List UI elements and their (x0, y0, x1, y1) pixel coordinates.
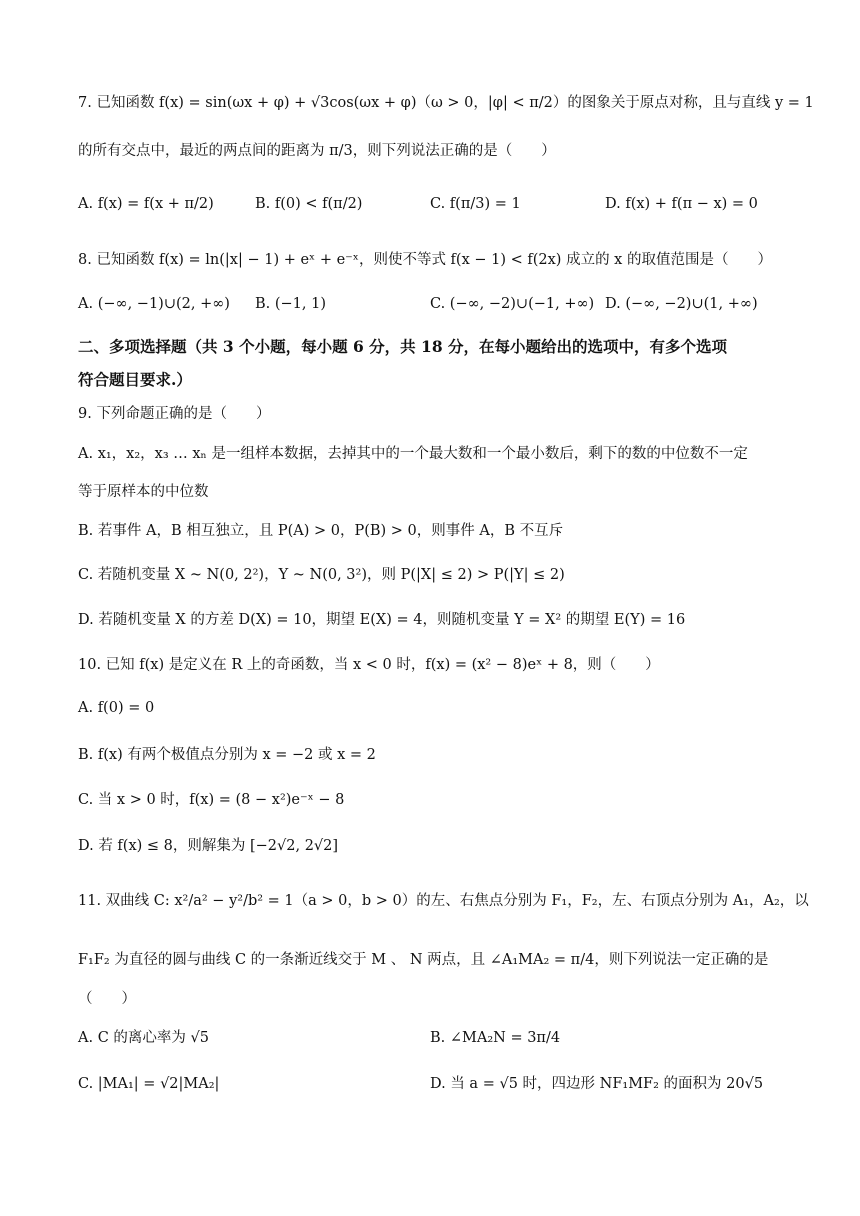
q8-option-d: D. (−∞, −2)∪(1, +∞) (605, 296, 758, 312)
q9-option-c: C. 若随机变量 X ~ N(0, 2²)，Y ~ N(0, 3²)，则 P(|X| ≤ 2) > P(|Y| ≤ 2) (78, 567, 565, 583)
q11-option-a: A. C 的离心率为 √5 (78, 1030, 209, 1046)
q7-option-c: C. f(π/3) = 1 (430, 196, 521, 212)
q9-option-a-line1: A. x₁，x₂，x₃ … xₙ 是一组样本数据，去掉其中的一个最大数和一个最小数后，剩下的数的中位数不一定 (78, 446, 748, 462)
q10-option-d: D. 若 f(x) ≤ 8，则解集为 [−2√2, 2√2] (78, 838, 339, 854)
q10-option-b: B. f(x) 有两个极值点分别为 x = −2 或 x = 2 (78, 747, 376, 763)
q8-option-a: A. (−∞, −1)∪(2, +∞) (78, 296, 230, 312)
q7-option-a: A. f(x) = f(x + π/2) (78, 196, 214, 212)
q7-stem-line2: 的所有交点中，最近的两点间的距离为 π/3，则下列说法正确的是（ ） (78, 143, 556, 159)
q7-option-b: B. f(0) < f(π/2) (255, 196, 363, 212)
q11-option-c: C. |MA₁| = √2|MA₂| (78, 1076, 220, 1092)
q11-stem-line1: 11. 双曲线 C: x²/a² − y²/b² = 1（a > 0，b > 0）的左、右焦点分别为 F₁，F₂，左、右顶点分别为 A₁，A₂，以 (78, 893, 809, 909)
q11-option-d: D. 当 a = √5 时，四边形 NF₁MF₂ 的面积为 20√5 (430, 1076, 764, 1092)
q10-stem: 10. 已知 f(x) 是定义在 R 上的奇函数，当 x < 0 时，f(x) = (x² − 8)eˣ + 8，则（ ） (78, 657, 660, 673)
q9-option-d: D. 若随机变量 X 的方差 D(X) = 10，期望 E(X) = 4，则随机变量 Y = X² 的期望 E(Y) = 16 (78, 612, 686, 628)
section2-heading-line1: 二、多项选择题（共 3 个小题，每小题 6 分，共 18 分，在每小题给出的选项中，有多个选项 (78, 337, 728, 356)
q8-stem: 8. 已知函数 f(x) = ln(|x| − 1) + eˣ + e⁻ˣ，则使不等式 f(x − 1) < f(2x) 成立的 x 的取值范围是（ ） (78, 252, 772, 268)
q9-option-a-line2: 等于原样本的中位数 (78, 484, 209, 500)
q11-stem-line2: F₁F₂ 为直径的圆与曲线 C 的一条渐近线交于 M 、 N 两点，且 ∠A₁MA₂ = π/4，则下列说法一定正确的是 (78, 952, 769, 968)
q9-stem: 9. 下列命题正确的是（ ） (78, 406, 271, 422)
q7-option-d: D. f(x) + f(π − x) = 0 (605, 196, 758, 212)
q8-option-b: B. (−1, 1) (255, 296, 327, 312)
q11-stem-line3: （ ） (78, 991, 136, 1007)
q7-stem-line1: 7. 已知函数 f(x) = sin(ωx + φ) + √3cos(ωx + φ)（ω > 0，|φ| < π/2）的图象关于原点对称，且与直线 y = 1 (78, 95, 814, 111)
section2-heading-line2: 符合题目要求.） (78, 370, 192, 389)
q10-option-a: A. f(0) = 0 (78, 700, 155, 716)
q10-option-c: C. 当 x > 0 时，f(x) = (8 − x²)e⁻ˣ − 8 (78, 792, 345, 808)
q9-option-b: B. 若事件 A，B 相互独立，且 P(A) > 0，P(B) > 0，则事件 A，B 不互斥 (78, 523, 564, 539)
q8-option-c: C. (−∞, −2)∪(−1, +∞) (430, 296, 595, 312)
q11-option-b: B. ∠MA₂N = 3π/4 (430, 1030, 561, 1046)
